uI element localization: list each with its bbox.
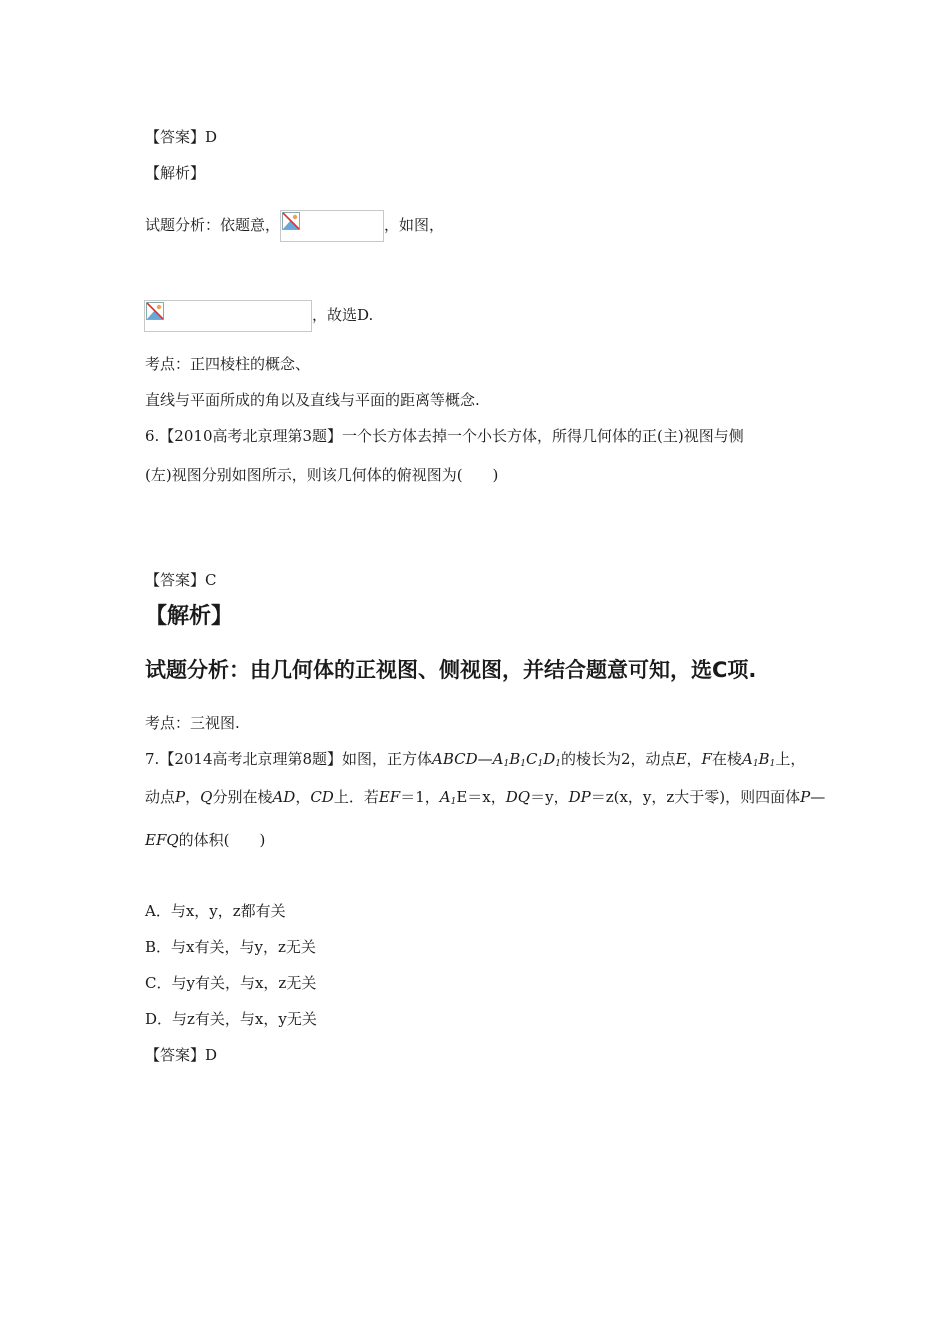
q7-stem-line2: 动点P，Q分别在棱AD，CD上．若EF＝1，$A_1E=x$，DQ＝y，DP＝z(x，y，z大于零)，则四面体P—	[145, 788, 826, 807]
segment-dp: DP	[568, 788, 591, 806]
q5-analysis-line2	[145, 300, 373, 332]
q7-text: 上．若	[333, 788, 379, 806]
q6-analysis-label: 【解析】	[145, 604, 234, 629]
q6-kaodian: 考点：三视图.	[145, 714, 240, 732]
q6-stem-line2: (左)视图分别如图所示，则该几何体的俯视图为( )	[145, 466, 499, 484]
q7-text: 的棱长为2，动点	[561, 750, 676, 768]
q7-text: 动点	[145, 788, 176, 806]
q7-text: 分别在棱	[212, 788, 273, 806]
q6-analysis-text: 试题分析：由几何体的正视图、侧视图，并结合题意可知，选C项.	[145, 658, 757, 682]
point-e: E	[675, 750, 687, 768]
q5-answer: 【答案】D	[145, 128, 218, 146]
q7-option-b: B．与x有关，与y，z无关	[145, 938, 316, 956]
q6-stem-line1: 6.【2010高考北京理第3题】一个长方体去掉一个小长方体，所得几何体的正(主)视图与侧	[145, 427, 744, 445]
q7-option-d: D．与z有关，与x，y无关	[145, 1010, 317, 1028]
q5-analysis-line1-post: ，如图，	[384, 216, 445, 234]
broken-image-icon	[144, 300, 312, 332]
point-p: P	[175, 788, 186, 806]
q7-text: ＝1，	[400, 788, 440, 806]
segment-ef: EF	[378, 788, 401, 806]
q7-text: 如图，正方体	[342, 750, 433, 768]
q7-stem-line1: 7.【2014高考北京理第8题】如图，正方体$ABCD—A_1B_1C_1D_1$的棱长为2，动点E，F在棱$A_1B_1$上，	[145, 750, 806, 769]
edge-ad: AD	[272, 788, 296, 806]
q5-kaodian-line2: 直线与平面所成的角以及直线与平面的距离等概念.	[145, 391, 480, 409]
segment-dq: DQ	[505, 788, 531, 806]
q7-option-a: A．与x，y，z都有关	[145, 902, 286, 920]
q7-text: 上，	[775, 750, 806, 768]
q7-text: E＝x，	[456, 788, 506, 806]
q5-analysis-line1-pre: 试题分析：依题意，	[145, 216, 281, 234]
q7-stem-line3	[145, 830, 265, 850]
tetrahedron-p: P—	[800, 788, 826, 806]
q7-text: 的体积( )	[178, 831, 266, 849]
q7-number: 7.	[145, 750, 160, 768]
edge-a1b1: $A_1B_1$	[741, 750, 776, 769]
segment-a1e: $A_1$	[439, 788, 457, 807]
q7-text: ＝z(x，y，z大于零)，则四面体	[590, 788, 801, 806]
edge-cd: CD	[310, 788, 334, 806]
tetrahedron-efq: EFQ	[145, 831, 179, 849]
q5-analysis-line2-post: ，故选D.	[312, 306, 374, 324]
q5-analysis-line1	[145, 210, 444, 242]
q5-kaodian-line1: 考点：正四棱柱的概念、	[145, 355, 311, 373]
q7-option-c: C．与y有关，与x，z无关	[145, 974, 317, 992]
q7-text: ＝y，	[530, 788, 569, 806]
point-q: Q	[200, 788, 213, 806]
q7-answer: 【答案】D	[145, 1046, 218, 1064]
cube-name: $ABCD—A_1B_1C_1D_1$	[432, 750, 562, 769]
q6-answer: 【答案】C	[145, 571, 217, 589]
q5-analysis-label: 【解析】	[145, 164, 206, 182]
broken-image-icon	[280, 210, 384, 242]
q7-text: 在棱	[711, 750, 742, 768]
q7-source: 【2014高考北京理第8题】	[159, 750, 343, 768]
point-f: F	[701, 750, 712, 768]
